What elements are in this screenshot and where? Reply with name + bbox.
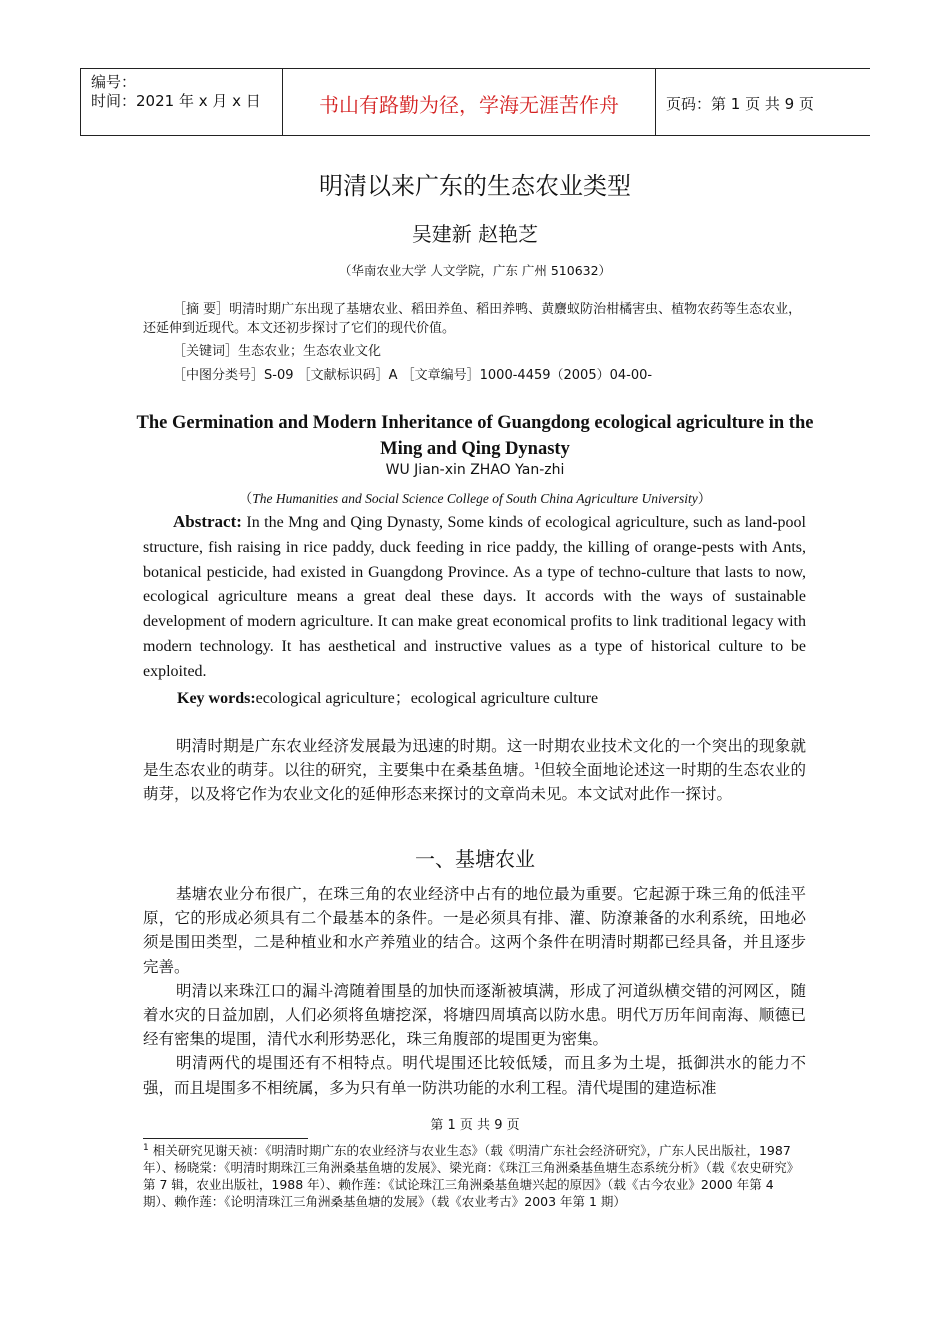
section-paragraph: 基塘农业分布很广，在珠三角的农业经济中占有的地位最为重要。它起源于珠三角的低洼平原，它的形成必须具有二个最基本的条件。一是必须具有排、灌、防潦兼备的水利系统，田地必须是围田类型，二是种植业和水产养殖业的结合。这两个条件在明清时期都已经具备，并且逐步完善。 (143, 885, 806, 976)
number-label: 编号： (91, 73, 137, 91)
paper-title: 明清以来广东的生态农业类型 (319, 172, 631, 200)
header-info-cell (80, 69, 283, 135)
introduction (143, 734, 806, 807)
affiliation: （华南农业大学 人文学院，广东 广州 510632） (338, 263, 612, 278)
footnote (143, 1142, 808, 1210)
english-affiliation: （The Humanities and Social Science College of South China Agriculture University） (238, 491, 712, 506)
intro-text-a: 明清时期是广东农业经济发展最为迅速的时期。这一时期农业技术文化的一个突出的现象就是生态农业的萌芽。以往的研究，主要集中在桑基鱼塘。 (143, 737, 806, 780)
keywords-text: ecological agriculture；ecological agriculture culture (255, 690, 599, 707)
keywords-label: Key words: (177, 690, 256, 707)
section-heading: 一、基塘农业 (415, 847, 535, 871)
authors: 吴建新 赵艳芝 (411, 222, 539, 246)
english-keywords (177, 685, 598, 708)
chinese-abstract (143, 300, 808, 338)
section-paragraph: 明清以来珠江口的漏斗湾随着围垦的加快而逐渐被填满，形成了河道纵横交错的河网区，随着水灾的日益加剧，人们必须将鱼塘挖深，将塘四周填高以防水患。明代万历年间南海、顺德已经有密集的堤围，清代水利形势恶化，珠三角腹部的堤围更为密集。 (143, 981, 806, 1049)
english-abstract (143, 510, 806, 685)
page-footer: 第 1 页 共 9 页 (430, 1118, 520, 1133)
header-page-cell (656, 69, 870, 135)
chinese-keywords: ［关键词］生态农业；生态农业文化 (173, 344, 382, 359)
english-affiliation-text: The Humanities and Social Science College of South China Agriculture University (252, 491, 698, 506)
chinese-abstract-text: ［摘 要］明清时期广东出现了基塘农业、稻田养鱼、稻田养鸭、黄麖蚁防治柑橘害虫、植物农药等生态农业，还延伸到近现代。本文还初步探讨了它们的现代价值。 (143, 302, 802, 336)
abstract-text: In the Mng and Qing Dynasty, Some kinds of ecological agriculture, such as land-pool structure, fish raising in rice paddy, duck feeding in rice paddy, the killing of orange-pests with Ants, botanical pesticide, had existed in Guangdong Province. As a type of techno-culture that lasts to now, ecological agriculture means a great deal these days. It accords with the ways of sustainable development of modern agriculture. It can make great economical profits to link traditional legacy with modern technology. It has aesthetical and instructive values as a type of historical culture to be exploited. (143, 514, 806, 680)
header-motto-cell (282, 69, 656, 135)
date-label: 时间：2021 年 x 月 x 日 (91, 92, 261, 110)
abstract-label: Abstract: (173, 512, 242, 531)
motto: 书山有路勤为径，学海无涯苦作舟 (319, 93, 619, 117)
footnote-divider (143, 1138, 308, 1139)
page-label: 页码：第 1 页 共 9 页 (666, 95, 814, 113)
footnote-mark: 1 (143, 1142, 149, 1153)
footnote-text: 相关研究见谢天祯：《明清时期广东的农业经济与农业生态》（载《明清广东社会经济研究》，广东人民出版社，1987 年）、杨晓棠：《明清时期珠江三角洲桑基鱼塘的发展》、梁光商：《珠江三角洲桑基鱼塘生态系统分析》（载《农史研究》第 7 辑，农业出版社，1988 年）、赖作莲：《试论珠江三角洲桑基鱼塘兴起的原因》（载《古今农业》2000 年第 4 期）、赖作莲：《论明清珠江三角洲桑基鱼塘的发展》（载《农业考古》2003 年第 1 期） (143, 1143, 800, 1209)
header-table (80, 68, 870, 136)
english-title: The Germination and Modern Inheritance of Guangdong ecological agriculture in the Ming and Qing Dynasty (136, 413, 814, 459)
intro-text-b: 但较全面地论述这一时期的生态农业的萌芽，以及将它作为农业文化的延伸形态来探讨的文章尚未见。本文试对此作一探讨。 (143, 761, 806, 804)
section-body (143, 882, 806, 1100)
footnote-ref[interactable]: 1 (534, 762, 540, 773)
section-paragraph: 明清两代的堤围还有不相特点。明代堤围还比较低矮，而且多为土堤，抵御洪水的能力不强，而且堤围多不相统属，多为只有单一防洪功能的水利工程。清代堤围的建造标准 (143, 1054, 806, 1097)
english-authors: WU Jian-xin ZHAO Yan-zhi (385, 462, 565, 478)
chinese-classification: ［中图分类号］S-09 ［文献标识码］A ［文章编号］1000-4459（2005）04-00- (173, 368, 653, 383)
